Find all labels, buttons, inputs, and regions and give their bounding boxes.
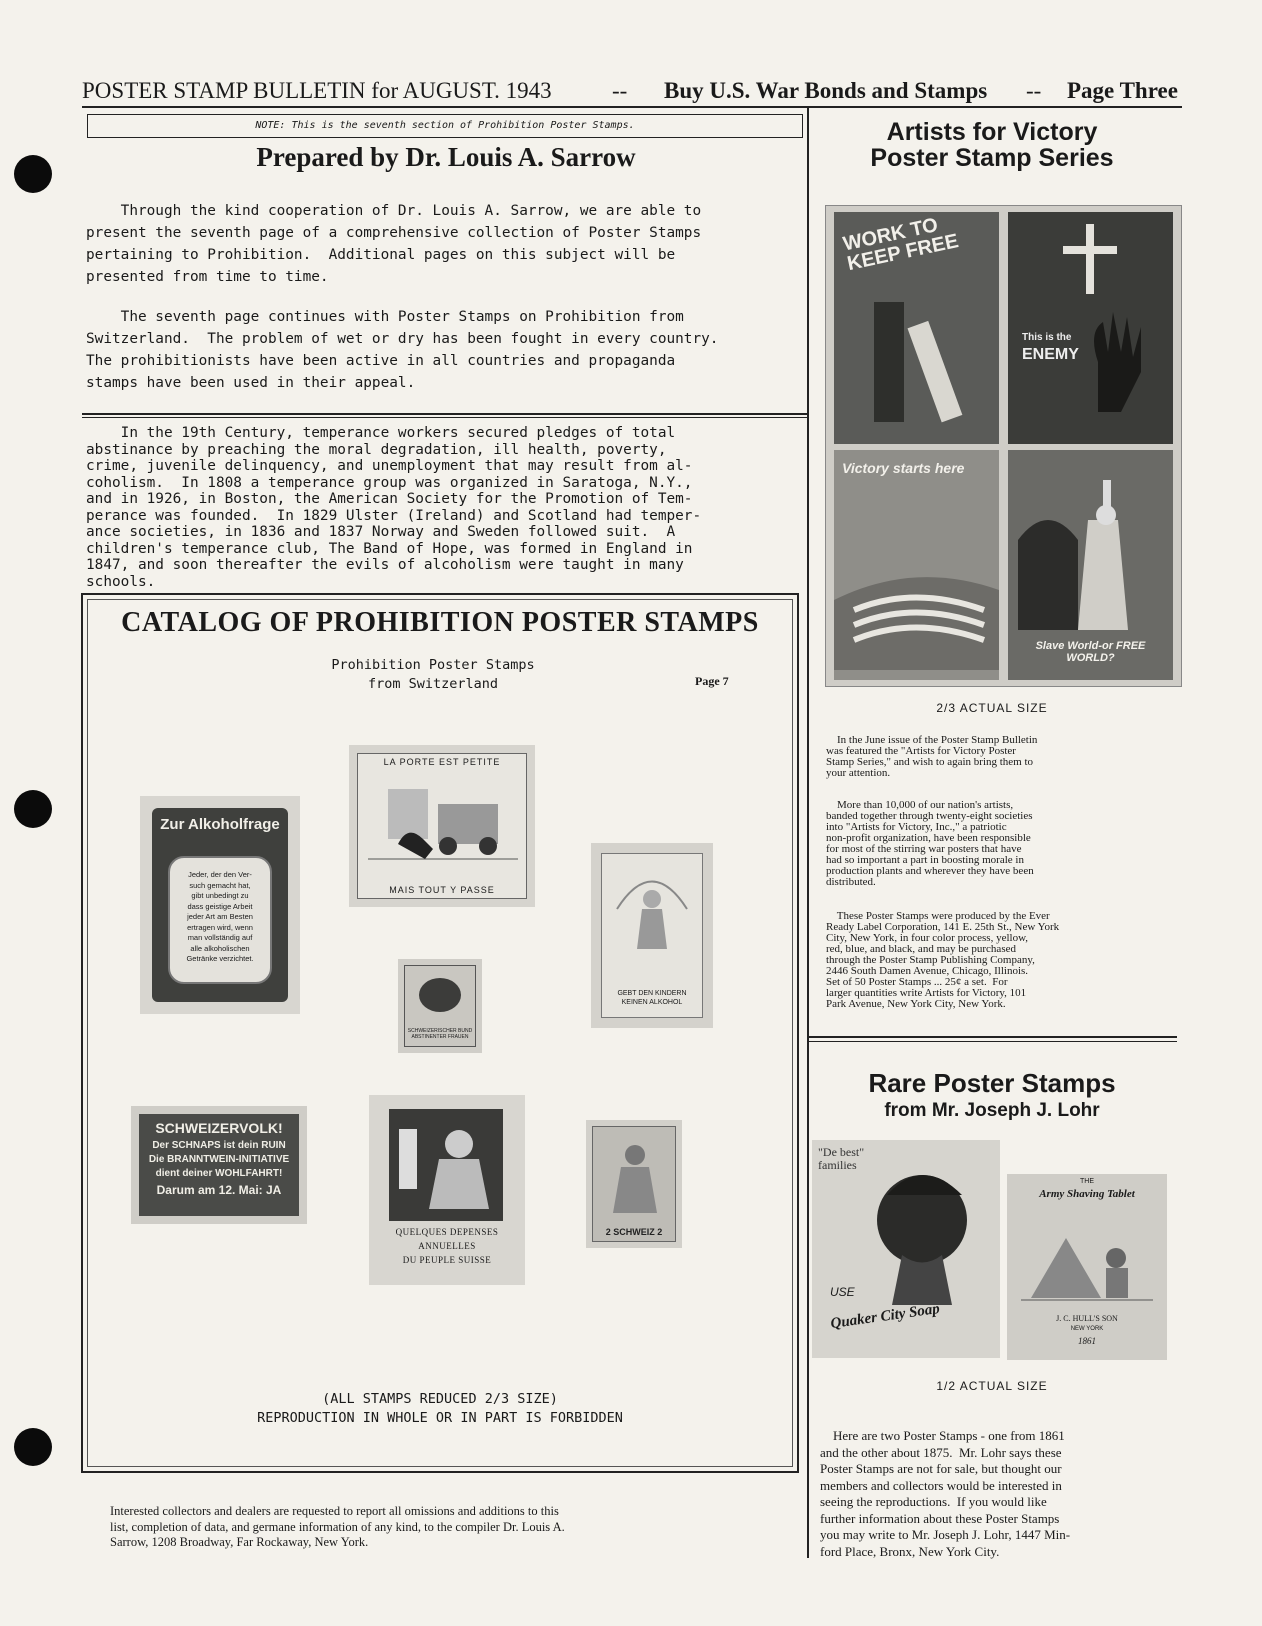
bulletin-header: [82, 76, 1182, 108]
note-box: NOTE: This is the seventh section of Prohibition Poster Stamps.: [87, 114, 803, 138]
stamp-maker: J. C. HULL'S SON: [1056, 1314, 1118, 1323]
stamp-work-to-keep-free: [834, 212, 999, 444]
stamp-frame: [592, 1126, 676, 1242]
stamp-title: Army Shaving Tablet: [1039, 1188, 1135, 1200]
artists-title-line1: Artists for Victory: [886, 118, 1098, 146]
stamp-slave-world-free-world: [1008, 450, 1173, 680]
binder-hole-top: [14, 155, 52, 193]
stamp-victory-starts-here: [834, 450, 999, 680]
child-figure-illustration: [607, 859, 697, 974]
catalog-title: CATALOG OF PROHIBITION POSTER STAMPS: [121, 607, 759, 638]
rare-paragraph: Here are two Poster Stamps - one from 1861 and the other about 1875. Mr. Lohr says these Poster Stamps are not for sale, but thought our members and collectors would be interested in seeing the reproductions. If you would like further information about these Poster Stamps you may write to Mr. Joseph J. Lohr, 1447 Min- ford Place, Bronx, New York City.: [820, 1428, 1071, 1559]
stamp-text: GEBT DEN KINDERN KEINEN ALKOHOL: [617, 990, 687, 1006]
stamp-schweiz-2: [586, 1120, 682, 1248]
stamp-quaker-city-soap: [812, 1140, 1000, 1358]
stamp-line: Der SCHNAPS ist dein RUIN: [152, 1140, 286, 1151]
header-separator: --: [1026, 78, 1042, 103]
stamp-text: QUELQUES DEPENSES ANNUELLES DU PEUPLE SUISSE: [395, 1227, 499, 1265]
stamp-bottom-text: MAIS TOUT Y PASSE: [389, 885, 495, 895]
stamp-year: 1861: [1078, 1336, 1096, 1346]
header-slogan: Buy U.S. War Bonds and Stamps: [664, 78, 988, 103]
catalog-subtitle-line2: from Switzerland: [367, 676, 499, 692]
stamp-slogan: Slave World-or FREE WORLD?: [1035, 640, 1146, 664]
stamp-city: NEW YORK: [1070, 1326, 1104, 1332]
stamp-schweizervolk: [131, 1106, 307, 1224]
portrait-illustration: [842, 1160, 992, 1310]
stamp-la-porte: [349, 745, 535, 907]
horse-cart-illustration: [368, 774, 518, 874]
stamp-zur-alkoholfrage: [140, 796, 300, 1014]
stamp-abstinenter-frauen: [398, 959, 482, 1053]
catalog-page-label: Page 7: [695, 674, 729, 688]
catalog-box: [81, 593, 799, 1473]
collectors-note: Interested collectors and dealers are requested to report all omissions and additions to this list, completion of data, and germane information of any kind, to the compiler Dr. Louis A. Sarrow, 1208 Broadway, Far Rockaway, New York.: [110, 1504, 565, 1549]
worker-illustration: [854, 292, 984, 432]
stamp-quelques-depenses: [369, 1095, 525, 1285]
intro-paragraph: The seventh page continues with Poster Stamps on Prohibition from Switzerland. The problem of wet or dry has been fought in every country. The prohibitionists have been active in all countries and propaganda stamps have been used in their appeal.: [86, 309, 719, 391]
figure-illustration: [603, 1135, 667, 1215]
header-page-number: Page Three: [1067, 78, 1178, 103]
catalog-footer-line2: REPRODUCTION IN WHOLE OR IN PART IS FORBIDDEN: [257, 1410, 623, 1426]
stamp-slogan: Victory starts here: [842, 460, 965, 476]
rare-title-line2: from Mr. Joseph J. Lohr: [884, 1100, 1100, 1121]
stamp-army-shaving-tablet: [1007, 1174, 1167, 1360]
rare-size-label: 1/2 ACTUAL SIZE: [936, 1379, 1048, 1393]
stamp-gebt-den-kindern: [591, 843, 713, 1028]
right-section-divider: [807, 1036, 1177, 1038]
stamp-top-text: THE: [1080, 1178, 1094, 1185]
catalog-subtitle-line1: Prohibition Poster Stamps: [331, 657, 535, 673]
flag-field-illustration: [834, 540, 999, 670]
stamp-title: Zur Alkoholfrage: [160, 816, 280, 833]
artists-paragraph: More than 10,000 of our nation's artists, banded together through twenty-eight societies into "Artists for Victory, Inc.," a patriotic non-profit organization, have been responsible for most of the stirring war posters that have had so important a part in boosting morale in production plants and wherever they have been distributed.: [826, 799, 1034, 888]
liberty-illustration: [1018, 460, 1163, 630]
stamp-frame: [139, 1114, 299, 1216]
stamp-caption-small: This is the: [1022, 332, 1072, 343]
binder-hole-bottom: [14, 1428, 52, 1466]
intro-paragraph: Through the kind cooperation of Dr. Louis A. Sarrow, we are able to present the seventh page of a comprehensive collection of Poster Stamps pertaining to Prohibition. Additional pages on this subject will be presented from time to time.: [86, 203, 702, 285]
stamp-line: Darum am 12. Mai: JA: [156, 1183, 282, 1197]
stamp-text: Jeder, der den Ver- such gemacht hat, gibt unbedingt zu dass geistige Arbeit jeder Art am Besten ertragen wird, wenn man vollständig auf alle alkoholischen Getränke verzichtet.: [186, 870, 254, 963]
stamp-text-panel: [168, 856, 272, 984]
prepared-by-title: Prepared by Dr. Louis A. Sarrow: [256, 142, 636, 172]
catalog-footer-line1: (ALL STAMPS REDUCED 2/3 SIZE): [322, 1391, 558, 1407]
stamp-brand: Quaker City Soap: [829, 1300, 941, 1333]
stamp-frame: [152, 808, 288, 1002]
stamp-illustration: [389, 1109, 503, 1221]
header-separator: --: [612, 78, 628, 103]
stamp-slogan: WORK TO KEEP FREE: [841, 213, 961, 276]
header-publication: POSTER STAMP BULLETIN for AUGUST. 1943: [82, 78, 552, 103]
history-paragraph: In the 19th Century, temperance workers secured pledges of total abstinance by preaching the moral degradation, ill health, poverty, crime, juvenile delinquency, and unemployment that may result from al- coholism. In 1808 a temperance group was organized in Saratoga, N.Y., and in 1926, in Boston, the American Society for the Promotion of Tem- perance was founded. In 1829 Ulster (Ireland) and Scotland had temper- ance societies, in 1836 and 1837 Norway and Sweden followed suit. A children's temperance club, The Band of Hope, was formed in England in 1847, and soon thereafter the evils of alcoholism were taught in many schools.: [86, 425, 702, 590]
artists-paragraph: In the June issue of the Poster Stamp Bulletin was featured the "Artists for Victory Poster Stamp Series," and wish to again bring them to your attention.: [826, 734, 1038, 779]
drinker-illustration: [389, 1109, 503, 1221]
stamp-caption-big: ENEMY: [1022, 346, 1079, 363]
camp-scene-illustration: [1021, 1208, 1153, 1308]
rare-title-line1: Rare Poster Stamps: [868, 1068, 1116, 1098]
section-divider: [82, 413, 807, 415]
binder-hole-middle: [14, 790, 52, 828]
hand-illustration: [1068, 302, 1158, 412]
right-section-divider: [807, 1041, 1177, 1042]
artists-size-label: 2/3 ACTUAL SIZE: [936, 701, 1048, 715]
cross-icon: [1086, 224, 1094, 294]
stamp-top-text: "De best" families: [818, 1145, 865, 1172]
stamp-line: Die BRANNTWEIN-INITIATIVE: [148, 1154, 290, 1165]
emblem: [419, 978, 461, 1012]
stamp-frame: [404, 965, 476, 1047]
stamp-top-text: LA PORTE EST PETITE: [383, 757, 501, 767]
artists-stamp-sheet: [825, 205, 1182, 687]
stamp-line: dient deiner WOHLFAHRT!: [155, 1168, 283, 1179]
stamp-this-is-the-enemy: [1008, 212, 1173, 444]
stamp-label: 2 SCHWEIZ 2: [605, 1227, 663, 1237]
stamp-line: SCHWEIZERVOLK!: [155, 1120, 283, 1136]
stamp-frame: [357, 753, 527, 899]
artists-title-line2: Poster Stamp Series: [870, 144, 1114, 172]
column-divider: [807, 108, 809, 1558]
artists-paragraph: These Poster Stamps were produced by the Ever Ready Label Corporation, 141 E. 25th St., New York City, New York, in four color process, yellow, red, blue, and black, and may be purchased through the Poster Stamp Publishing Company, 2446 South Damen Avenue, Chicago, Illinois. Set of 50 Poster Stamps ... 25¢ a set. For larger quantities write Artists for Victory, 101 Park Avenue, New York City, New York.: [826, 910, 1060, 1010]
stamp-frame: [601, 853, 703, 1018]
stamp-text: SCHWEIZERISCHER BUND ABSTINENTER FRAUEN: [407, 1028, 473, 1040]
cross-icon: [1063, 246, 1117, 254]
stamp-use-text: USE: [830, 1285, 855, 1299]
section-divider: [82, 417, 807, 418]
